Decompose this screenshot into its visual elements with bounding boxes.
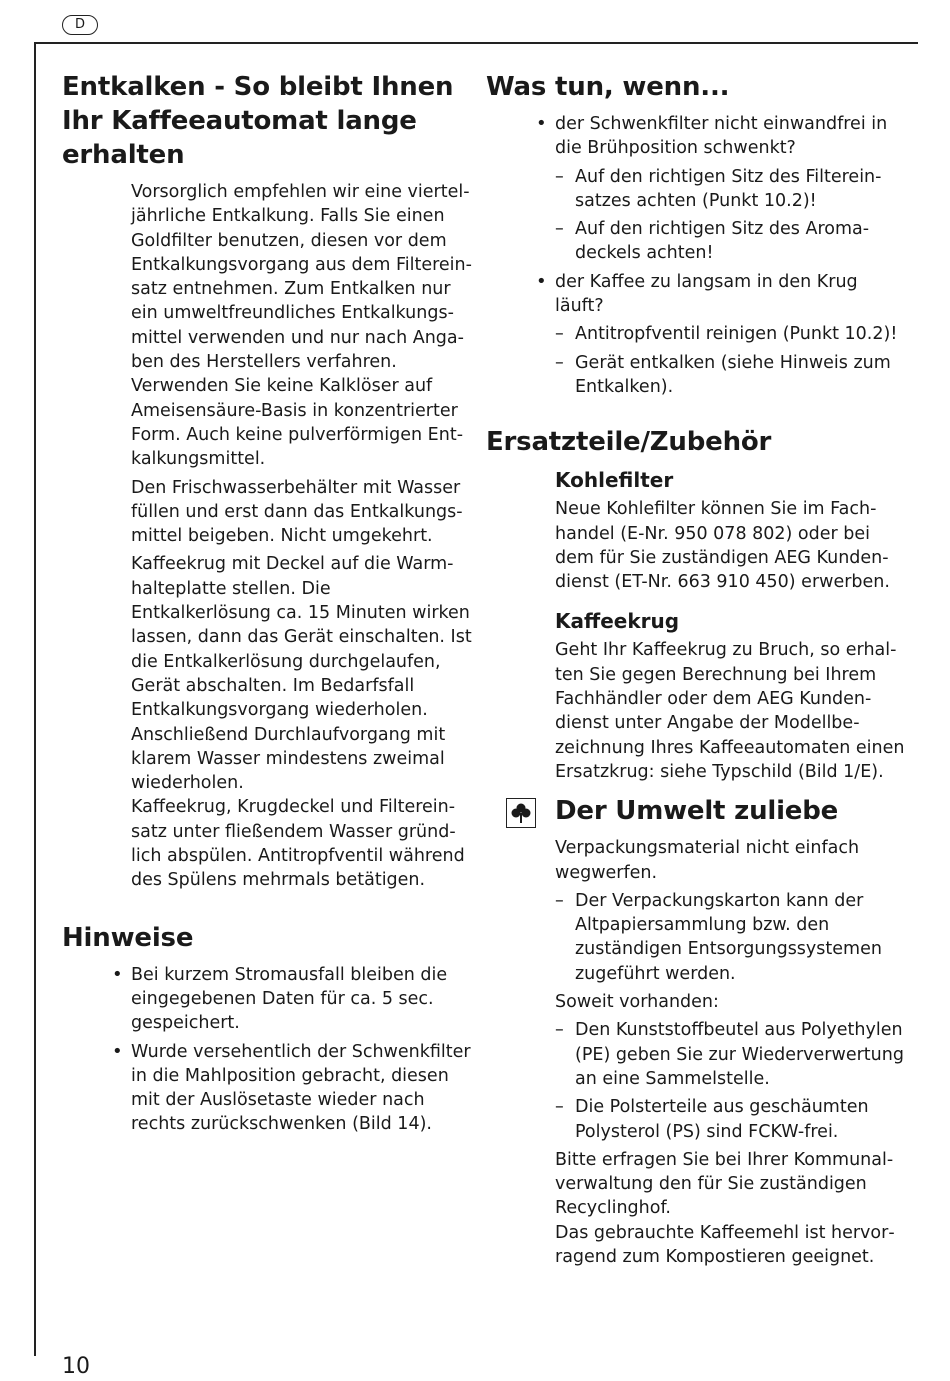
- kaffeekrug-text: Geht Ihr Kaffeekrug zu Bruch, so erhalten Sie gegen Berechnung bei Ihrem Fachhändler oder dem AEG Kundendienst unter Angabe der Modellbezeichnung Ihres Kaffeeautomaten einen Ersatzkrug: siehe Typschild (Bild 1/E).: [555, 640, 905, 782]
- kaffeekrug-subheading: Kaffeekrug: [555, 609, 680, 634]
- sub-list-item: – Gerät entkalken (siehe Hinweis zum Entkalken).: [555, 351, 906, 400]
- list-item: • Wurde versehentlich der Schwenkfilter in die Mahlposition gebracht, diesen mit der Auslösetaste wieder nach rechts zurückschwenken (Bild 14).: [62, 1040, 472, 1137]
- entkalken-paragraph: Kaffeekrug, Krugdeckel und Filtereinsatz unter fließendem Wasser gründlich abspülen. Antitropfventil während des Spülens mehrmals betätigen.: [131, 797, 465, 891]
- umwelt-closing: Das gebrauchte Kaffeemehl ist hervorragend zum Kompostieren geeignet.: [555, 1222, 895, 1267]
- left-column: [62, 70, 472, 1141]
- right-column: [486, 70, 906, 1273]
- umwelt-soweit: Soweit vorhanden:: [555, 992, 719, 1013]
- ersatzteile-heading: Ersatzteile/Zubehör: [486, 427, 772, 458]
- kohlefilter-text: Neue Kohlefilter können Sie im Fachhandel (E-Nr. 950 078 802) oder bei dem für Sie zuständigen AEG Kundendienst (ET-Nr. 663 910 450) erwerben.: [555, 499, 890, 593]
- clover-icon: [506, 798, 536, 828]
- hinweise-list: [62, 963, 472, 1137]
- hinweise-heading: Hinweise: [62, 922, 194, 953]
- kohlefilter-subheading: Kohlefilter: [555, 468, 674, 493]
- clover-icon: [510, 802, 532, 824]
- sub-list: [555, 322, 906, 399]
- umwelt-closing: Bitte erfragen Sie bei Ihrer Kommunalverwaltung den für Sie zuständigen Recyclinghof.: [555, 1149, 894, 1219]
- list-item: • Bei kurzem Stromausfall bleiben die eingegebenen Daten für ca. 5 sec. gespeichert.: [62, 963, 472, 1036]
- list-item: [486, 270, 906, 399]
- list-item-text: der Schwenkfilter nicht einwandfrei in die Brühposition schwenkt?: [555, 114, 888, 159]
- language-badge: D: [62, 15, 98, 35]
- entkalken-paragraph: Den Frischwasserbehälter mit Wasser füllen und erst dann das Entkalkungsmittel beigeben. Nicht umgekehrt.: [131, 477, 463, 547]
- was-tun-heading: Was tun, wenn...: [486, 72, 730, 102]
- umwelt-header: [486, 794, 906, 828]
- entkalken-paragraph: Kaffeekrug mit Deckel auf die Warmhalteplatte stellen. Die Entkalkerlösung ca. 15 Minuten wirken lassen, dann das Gerät einschalten. Ist die Entkalkerlösung durchgelaufen, Gerät abschalten. Im Bedarfsfall Entkalkungsvorgang wiederholen. Anschließend Durchlaufvorgang mit klarem Wasser mindestens zweimal wiederholen.: [131, 554, 472, 794]
- sub-list-item: – Die Polsterteile aus geschäumten Polysterol (PS) sind FCKW-frei.: [555, 1095, 906, 1144]
- list-item: [486, 112, 906, 266]
- entkalken-paragraph: Vorsorglich empfehlen wir eine vierteljährliche Entkalkung. Falls Sie einen Goldfilter benutzen, diesen vor dem Entkalkungsvorgang aus dem Filtereinsatz entnehmen. Zum Entkalken nur ein umweltfreundliches Entkalkungsmittel verwenden und nur nach Angaben des Herstellers verfahren. Verwenden Sie keine Kalklöser auf Ameisensäure-Basis in konzentrierter Form. Auch keine pulverförmigen Entkalkungsmittel.: [131, 182, 472, 470]
- was-tun-list: [486, 112, 906, 399]
- ersatzteile-body: [555, 467, 906, 784]
- sub-list-item: – Auf den richtigen Sitz des Filtereinsatzes achten (Punkt 10.2)!: [555, 165, 906, 214]
- top-rule: [34, 42, 918, 44]
- page-number: 10: [62, 1354, 90, 1379]
- sub-list: [555, 165, 906, 266]
- umwelt-list-2: [555, 1018, 906, 1143]
- sub-list-item: – Auf den richtigen Sitz des Aromadeckels achten!: [555, 217, 906, 266]
- umwelt-heading: Der Umwelt zuliebe: [555, 796, 839, 827]
- entkalken-heading: Entkalken - So bleibt Ihnen Ihr Kaffeeautomat lange erhalten: [62, 72, 454, 170]
- left-rule: [34, 42, 36, 1356]
- list-item-text: der Kaffee zu langsam in den Krug läuft?: [555, 271, 858, 317]
- entkalken-body: [131, 180, 472, 893]
- sub-list-item: – Antitropfventil reinigen (Punkt 10.2)!: [555, 322, 906, 346]
- sub-list-item: – Den Kunststoffbeutel aus Polyethylen (PE) geben Sie zur Wiederverwertung an eine Sammelstelle.: [555, 1018, 906, 1091]
- umwelt-list-1: [555, 889, 906, 986]
- sub-list-item: – Der Verpackungskarton kann der Altpapiersammlung bzw. den zuständigen Entsorgungssystemen zugeführt werden.: [555, 889, 906, 986]
- umwelt-body: [555, 836, 906, 1269]
- umwelt-intro: Verpackungsmaterial nicht einfach wegwerfen.: [555, 838, 860, 883]
